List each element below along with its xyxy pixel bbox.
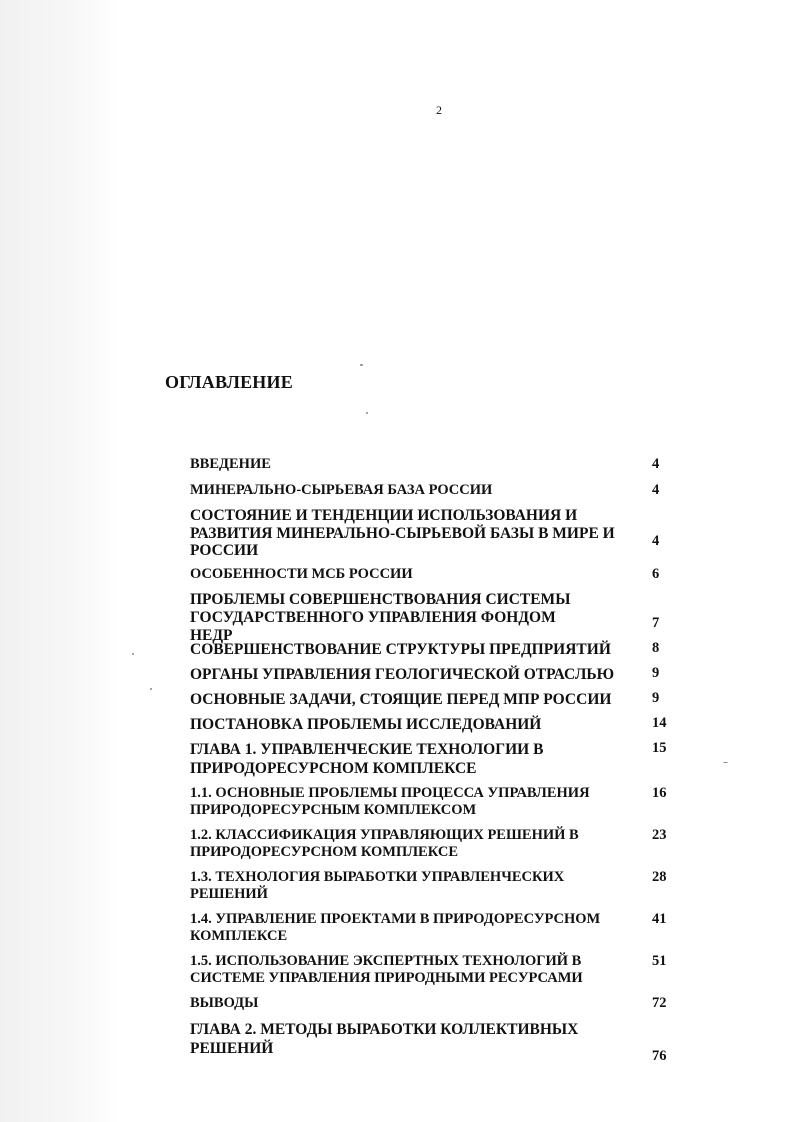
toc-entry-page: 8 [652,640,660,656]
page-number: 2 [436,103,442,117]
toc-entry-title: 1.5. ИСПОЛЬЗОВАНИЕ ЭКСПЕРТНЫХ ТЕХНОЛОГИЙ В СИСТЕМЕ УПРАВЛЕНИЯ ПРИРОДНЫМИ РЕСУРСАМИ [190,953,583,986]
toc-entry-title: ОСОБЕННОСТИ МСБ РОССИИ [190,566,413,582]
toc-entry-title: ОСНОВНЫЕ ЗАДАЧИ, СТОЯЩИЕ ПЕРЕД МПР РОССИИ [190,691,612,708]
toc-entry-title: 1.2. КЛАССИФИКАЦИЯ УПРАВЛЯЮЩИХ РЕШЕНИЙ В ПРИРОДОРЕСУРСНОМ КОМПЛЕКСЕ [190,827,579,860]
toc-entry-title: СОСТОЯНИЕ И ТЕНДЕНЦИИ ИСПОЛЬЗОВАНИЯ И РАЗВИТИЯ МИНЕРАЛЬНО-СЫРЬЕВОЙ БАЗЫ В МИРЕ И РОССИИ [190,507,615,559]
toc-entry-page: 6 [652,566,660,582]
toc-entry-page: 76 [652,1048,667,1064]
scan-speck [360,364,363,366]
toc-entry-page: 14 [652,715,667,731]
toc-entry-page: 41 [652,911,667,927]
toc-entry-title: СОВЕРШЕНСТВОВАНИЕ СТРУКТУРЫ ПРЕДПРИЯТИЙ [190,641,611,658]
toc-entry-title: ОРГАНЫ УПРАВЛЕНИЯ ГЕОЛОГИЧЕСКОЙ ОТРАСЛЬЮ [190,666,615,683]
toc-entry-title: 1.4. УПРАВЛЕНИЕ ПРОЕКТАМИ В ПРИРОДОРЕСУРСНОМ КОМПЛЕКСЕ [190,911,601,944]
scan-speck [723,762,728,763]
toc-entry-title: ПРОБЛЕМЫ СОВЕРШЕНСТВОВАНИЯ СИСТЕМЫ ГОСУДАРСТВЕННОГО УПРАВЛЕНИЯ ФОНДОМ НЕДР [190,591,571,644]
toc-entry-title: ВВЕДЕНИЕ [190,456,271,472]
toc-entry-page: 9 [652,665,660,681]
toc-entry-title: 1.3. ТЕХНОЛОГИЯ ВЫРАБОТКИ УПРАВЛЕНЧЕСКИХ РЕШЕНИЙ [190,869,565,902]
toc-entry-page: 72 [652,995,667,1011]
page-title: ОГЛАВЛЕНИЕ [165,372,293,392]
toc-entry-title: 1.1. ОСНОВНЫЕ ПРОБЛЕМЫ ПРОЦЕССА УПРАВЛЕНИЯ ПРИРОДОРЕСУРСНЫМ КОМПЛЕКСОМ [190,785,590,818]
scan-speck [150,688,152,690]
toc-entry-title: ГЛАВА 1. УПРАВЛЕНЧЕСКИЕ ТЕХНОЛОГИИ В ПРИРОДОРЕСУРСНОМ КОМПЛЕКСЕ [190,741,544,777]
toc-entry-page: 4 [652,482,660,498]
scan-speck [132,653,134,655]
toc-entry-title: МИНЕРАЛЬНО-СЫРЬЕВАЯ БАЗА РОССИИ [190,482,493,498]
toc-entry-title: ВЫВОДЫ [190,995,259,1011]
toc-entry-page: 4 [652,456,660,472]
toc-entry-page: 23 [652,827,667,843]
toc-entry-page: 9 [652,690,660,706]
toc-entry-page: 7 [652,615,660,631]
toc-entry-page: 51 [652,953,667,969]
toc-entry-title: ПОСТАНОВКА ПРОБЛЕМЫ ИССЛЕДОВАНИЙ [190,716,542,733]
toc-entry-page: 28 [652,869,667,885]
toc-entry-title: ГЛАВА 2. МЕТОДЫ ВЫРАБОТКИ КОЛЛЕКТИВНЫХ РЕШЕНИЙ [190,1021,579,1057]
toc-entry-page: 15 [652,740,667,756]
toc-entry-page: 16 [652,785,667,801]
scan-speck [366,412,368,414]
toc-entry-page: 4 [652,533,660,549]
